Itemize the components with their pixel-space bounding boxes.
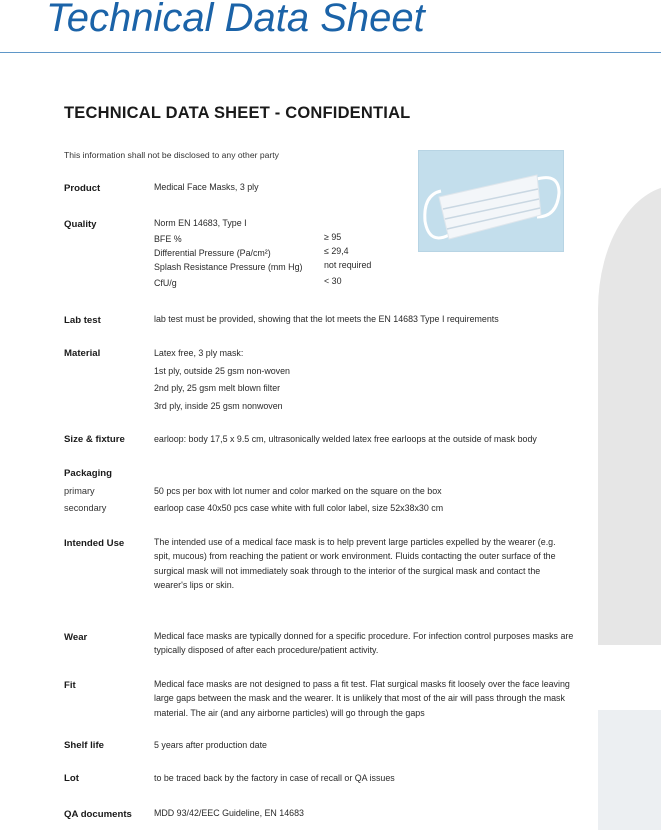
material-label: Material bbox=[64, 348, 101, 359]
packaging-primary-value: 50 pcs per box with lot numer and color marked on the square on the box bbox=[154, 486, 442, 496]
lot-label: Lot bbox=[64, 773, 79, 784]
material-line: 1st ply, outside 25 gsm non-woven bbox=[154, 366, 290, 376]
packaging-primary-label: primary bbox=[64, 486, 95, 496]
fit-label: Fit bbox=[64, 680, 76, 691]
quality-value: not required bbox=[324, 260, 372, 270]
product-value: Medical Face Masks, 3 ply bbox=[154, 182, 259, 192]
wear-value: Medical face masks are typically donned for a specific procedure. For infection control purposes masks are typically disposed of after each procedure/patient activity. bbox=[154, 631, 574, 656]
face-mask-image bbox=[418, 150, 564, 252]
lab-test-label: Lab test bbox=[64, 315, 101, 326]
material-line: 3rd ply, inside 25 gsm nonwoven bbox=[154, 401, 283, 411]
quality-param: CfU/g bbox=[154, 278, 177, 288]
quality-param: Splash Resistance Pressure (mm Hg) bbox=[154, 262, 303, 272]
banner-title: Technical Data Sheet bbox=[46, 0, 425, 40]
fit-value: Medical face masks are not designed to pass a fit test. Flat surgical masks fit loosely over the face leaving large gaps between the mask and the wearer. It is unlikely that most of the air will pass through the mask material. The air (and any airborne particles) will go through the gaps bbox=[154, 679, 570, 718]
packaging-label: Packaging bbox=[64, 468, 112, 479]
qa-documents-value: MDD 93/42/EEC Guideline, EN 14683 bbox=[154, 808, 304, 818]
quality-label: Quality bbox=[64, 219, 97, 230]
wear-label: Wear bbox=[64, 632, 88, 643]
quality-param: BFE % bbox=[154, 234, 182, 244]
packaging-secondary-label: secondary bbox=[64, 503, 107, 513]
material-line: 2nd ply, 25 gsm melt blown filter bbox=[154, 383, 281, 393]
quality-value: < 30 bbox=[324, 276, 342, 286]
shelf-life-label: Shelf life bbox=[64, 740, 104, 751]
confidentiality-notice: This information shall not be disclosed to any other party bbox=[64, 150, 279, 160]
document-heading: TECHNICAL DATA SHEET - CONFIDENTIAL bbox=[64, 104, 411, 122]
quality-norm: Norm EN 14683, Type I bbox=[154, 218, 247, 228]
banner-divider bbox=[0, 52, 661, 53]
material-line: Latex free, 3 ply mask: bbox=[154, 348, 244, 358]
packaging-secondary-value: earloop case 40x50 pcs case white with full color label, size 52x38x30 cm bbox=[154, 503, 444, 513]
quality-value: ≤ 29,4 bbox=[324, 246, 349, 256]
intended-use-value: The intended use of a medical face mask is to help prevent large particles expelled by the wearer (e.g. spit, mucous) from reaching the patient or work environment. Fluids contacting the outer surface of the surgical mask will not immediately soak through to the interior of the surgical mask and contact the wearer's lips or skin. bbox=[154, 537, 556, 591]
lot-value: to be traced back by the factory in case of recall or QA issues bbox=[154, 773, 395, 783]
intended-use-label: Intended Use bbox=[64, 538, 125, 549]
lab-test-value: lab test must be provided, showing that the lot meets the EN 14683 Type I requirements bbox=[154, 314, 499, 324]
size-label: Size & fixture bbox=[64, 434, 125, 445]
quality-param: Differential Pressure (Pa/cm²) bbox=[154, 248, 271, 258]
product-label: Product bbox=[64, 183, 101, 194]
decorative-panel bbox=[598, 710, 661, 830]
size-value: earloop: body 17,5 x 9.5 cm, ultrasonically welded latex free earloops at the outside of mask body bbox=[154, 434, 537, 444]
qa-documents-label: QA documents bbox=[64, 809, 132, 820]
decorative-shape bbox=[598, 185, 661, 645]
quality-value: ≥ 95 bbox=[324, 232, 342, 242]
shelf-life-value: 5 years after production date bbox=[154, 740, 267, 750]
